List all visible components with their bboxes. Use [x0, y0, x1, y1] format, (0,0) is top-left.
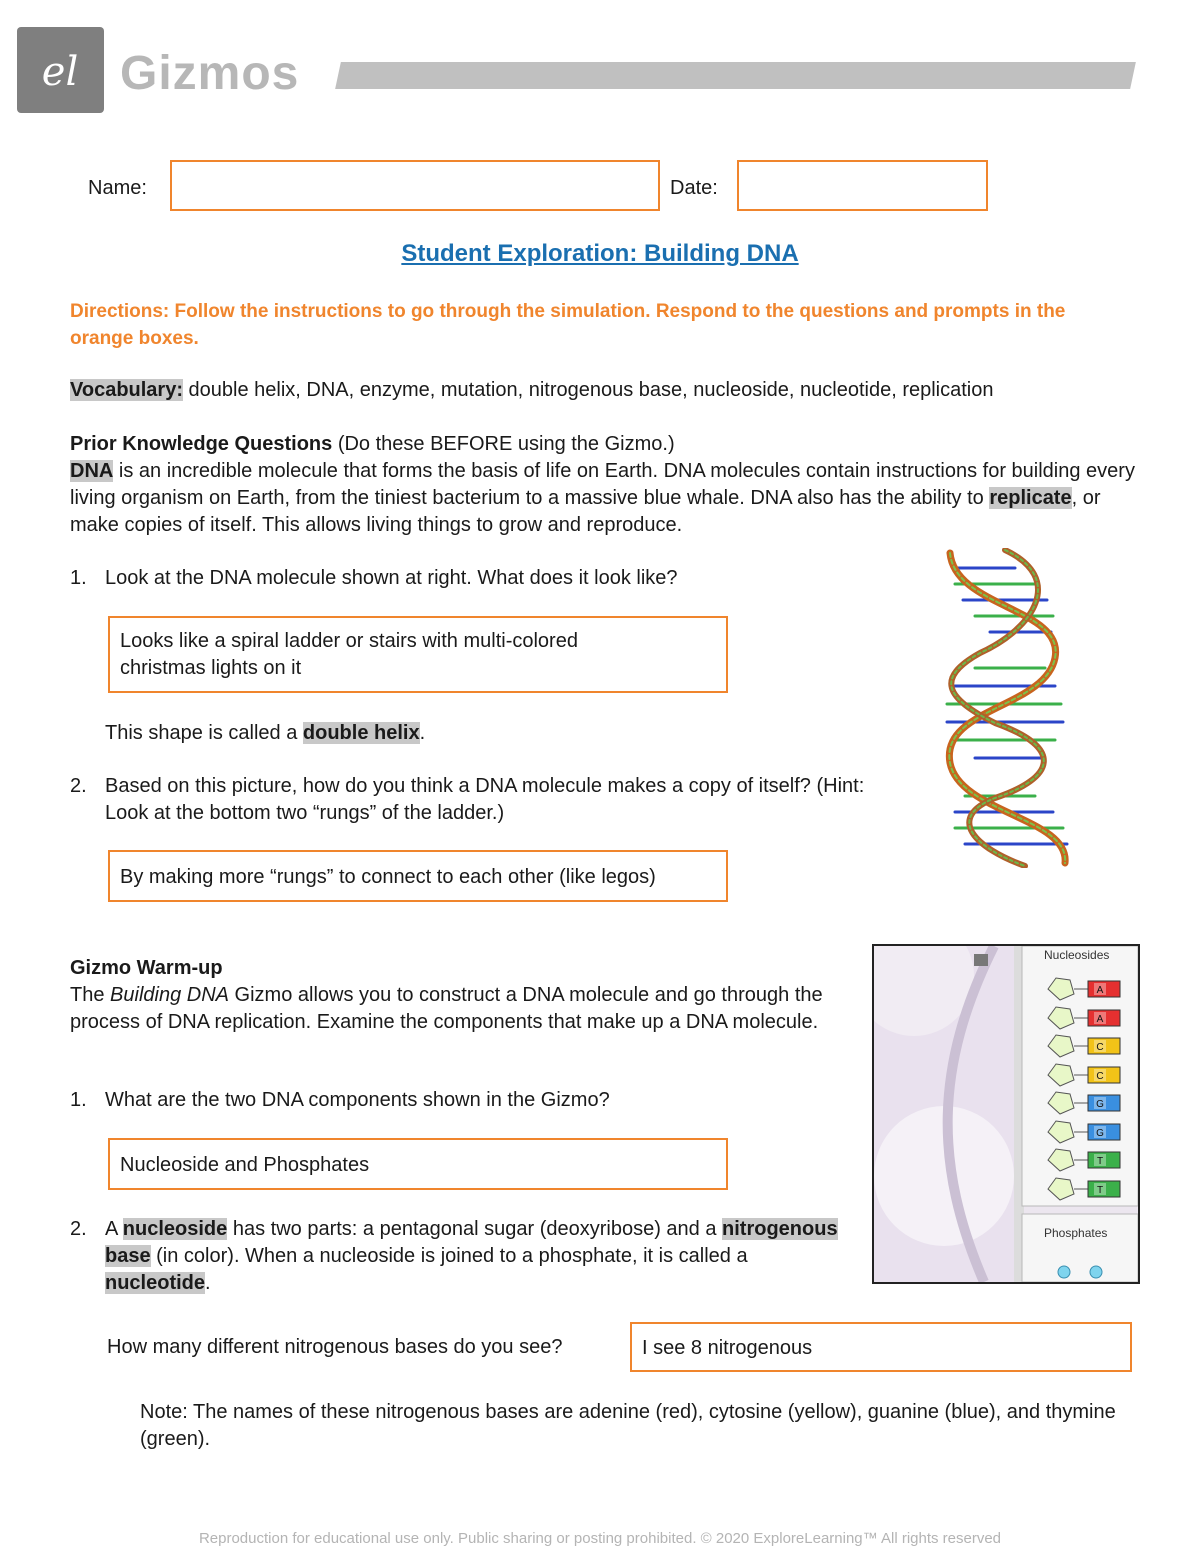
sugar-pentagon [1048, 1064, 1074, 1086]
sugar-pentagon [1048, 978, 1074, 1000]
gizmo-name: Building DNA [110, 984, 229, 1006]
svg-text:el: el [41, 49, 79, 95]
q2-text: has two parts: a pentagonal sugar (deoxyribose) and a [227, 1218, 723, 1240]
sugar-pentagon [1048, 1035, 1074, 1057]
base-letter: C [1096, 1042, 1104, 1053]
term-double-helix: double helix [302, 722, 420, 744]
nucleosides-label: Nucleosides [1044, 948, 1110, 962]
base-letter: T [1096, 1184, 1104, 1196]
sugar-pentagon [1048, 1007, 1074, 1029]
sugar-pentagon [1048, 1092, 1074, 1114]
date-field[interactable] [737, 160, 988, 211]
term-replicate: replicate [989, 487, 1072, 509]
name-value [172, 162, 658, 182]
warmup-heading: Gizmo Warm-up [70, 957, 223, 979]
base-letter: G [1096, 1127, 1104, 1139]
vocabulary-terms: double helix, DNA, enzyme, mutation, nitrogenous base, nucleoside, nucleotide, replication [183, 379, 994, 401]
base-letter: C [1096, 1070, 1104, 1082]
sugar-pentagon [1048, 1178, 1074, 1200]
question-number: 1. [70, 1089, 87, 1111]
prior-intro-text: is an incredible molecule that forms the basis of life on Earth. DNA molecules contain instructions for building every living organism on Earth, from the tiniest bacterium to a massive blue whale. DNA also has the ability to [70, 460, 1135, 509]
nucleoside-tile[interactable] [1044, 1147, 1124, 1173]
nucleoside-tile[interactable] [1044, 1119, 1124, 1145]
answer-text: By making more “rungs” to connect to each other (like legos) [120, 866, 656, 888]
double-helix-sentence [105, 720, 425, 747]
warmup-intro-text-end: Gizmo allows you to construct a DNA molecule and go through the process of DNA replication. Examine the components that make up a DNA molecule. [70, 984, 823, 1033]
base-letter: G [1096, 1099, 1104, 1110]
question-text: What are the two DNA components shown in the Gizmo? [105, 1089, 610, 1111]
question-text: Look at the DNA molecule shown at right. What does it look like? [105, 567, 678, 589]
dna-double-helix-image [935, 548, 1085, 868]
header-bar [335, 62, 1136, 89]
warmup-intro-text: The [70, 984, 111, 1006]
question-number: 2. [70, 775, 87, 797]
base-letter: T [1096, 1156, 1104, 1167]
question-text: Based on this picture, how do you think a DNA molecule makes a copy of itself? (Hint: Look at the bottom two “rungs” of the ladder.) [105, 775, 865, 824]
warmup-question-3: How many different nitrogenous bases do you see? [107, 1336, 563, 1358]
q2-text: A [105, 1218, 123, 1240]
logo-mark-icon [17, 27, 104, 113]
shape-text: This shape is called a [105, 722, 303, 744]
name-label: Name: [88, 177, 147, 199]
term-nitrogenous-base: nitrogenous base [105, 1218, 838, 1267]
answer-text: Looks like a spiral ladder or stairs with multi-colored christmas lights on it [120, 630, 578, 679]
vocabulary-label: Vocabulary: [70, 379, 183, 401]
nucleoside-tile[interactable] [1044, 1033, 1124, 1059]
warmup-intro [70, 982, 840, 1036]
nucleoside-tile[interactable] [1044, 1005, 1124, 1031]
answer-box-warmup-3[interactable] [630, 1322, 1132, 1372]
nucleoside-tile[interactable] [1044, 1062, 1124, 1088]
q2-text: (in color). When a nucleoside is joined to a phosphate, it is called a [150, 1245, 748, 1267]
answer-text: Nucleoside and Phosphates [120, 1154, 370, 1176]
nucleoside-tile[interactable] [1044, 1176, 1124, 1202]
sugar-pentagon [1048, 1149, 1074, 1171]
gizmos-brand: Gizmos [120, 47, 300, 100]
prior-question-2 [70, 773, 890, 827]
question-number: 1. [70, 567, 87, 589]
page-title: Student Exploration: Building DNA [401, 240, 799, 267]
bases-note: Note: The names of these nitrogenous bases are adenine (red), cytosine (yellow), guanine (blue), and thymine (green). [140, 1401, 1116, 1450]
answer-box-prior-2[interactable] [108, 850, 728, 902]
prior-knowledge-section [70, 431, 1135, 539]
prior-question-1 [70, 565, 850, 592]
name-field[interactable] [170, 160, 660, 211]
date-value [739, 162, 986, 182]
question-text [70, 1216, 840, 1297]
answer-text: I see 8 nitrogenous [642, 1337, 813, 1359]
directions: Directions: Follow the instructions to go through the simulation. Respond to the questions and prompts in the orange boxes. [70, 301, 1066, 349]
phosphates-label: Phosphates [1044, 1226, 1108, 1240]
base-letter: A [1096, 985, 1104, 996]
term-nucleoside: nucleoside [122, 1218, 228, 1240]
warmup-question-1 [70, 1087, 850, 1114]
answer-box-prior-1[interactable] [108, 616, 728, 693]
prior-intro-text-end: , or make copies of itself. This allows living things to grow and reproduce. [70, 487, 1101, 536]
warmup-section [70, 955, 840, 1036]
prior-heading: Prior Knowledge Questions [70, 433, 333, 455]
term-dna: DNA [70, 460, 114, 482]
warmup-question-2 [70, 1216, 840, 1297]
base-letter: A [1096, 1013, 1104, 1025]
nucleoside-tile[interactable] [1044, 1090, 1124, 1116]
term-nucleotide: nucleotide [105, 1272, 206, 1294]
sugar-pentagon [1048, 1121, 1074, 1143]
prior-heading-note: (Do these BEFORE using the Gizmo.) [332, 433, 675, 455]
q2-text: . [205, 1272, 211, 1294]
answer-box-warmup-1[interactable] [108, 1138, 728, 1190]
gizmo-screenshot [872, 944, 1140, 1284]
footer-copyright: Reproduction for educational use only. Public sharing or posting prohibited. © 2020 ExploreLearning™ All rights reserved [198, 1530, 1002, 1547]
explorelearning-logo [17, 27, 104, 113]
date-label: Date: [670, 177, 718, 199]
shape-text-end: . [419, 722, 426, 744]
nucleoside-tile[interactable] [1044, 976, 1124, 1002]
question-number: 2. [70, 1218, 87, 1240]
vocabulary [70, 377, 1140, 404]
